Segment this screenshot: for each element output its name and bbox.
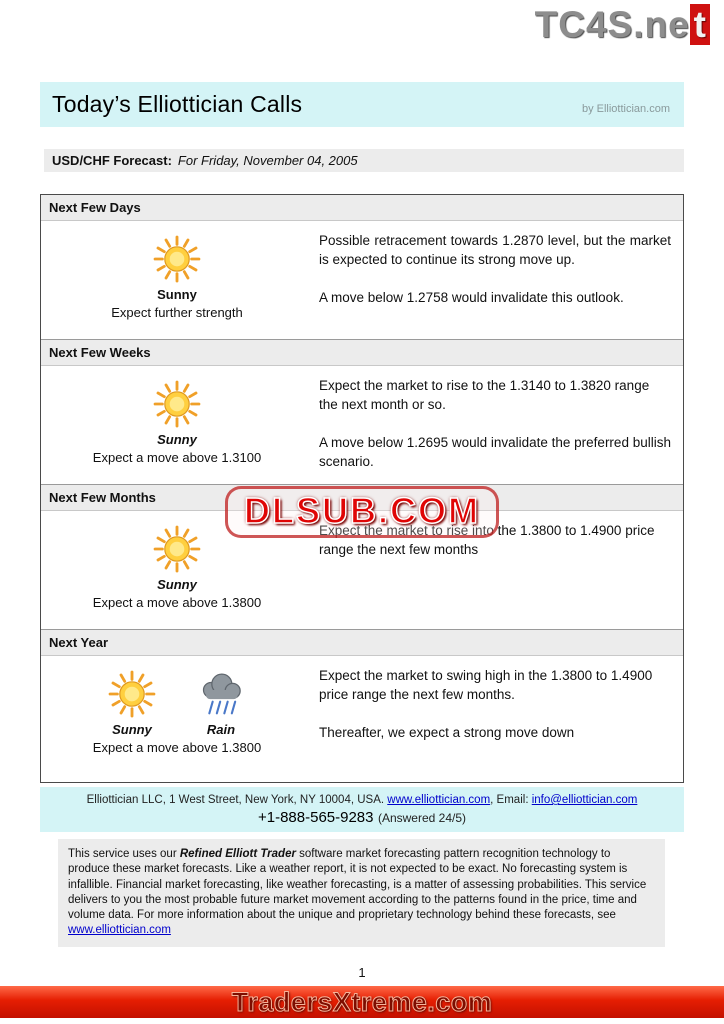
expectation-text: Expect a move above 1.3800	[92, 595, 262, 610]
tc4s-logo	[0, 0, 724, 48]
tc4s-logo-accent: t	[690, 4, 710, 45]
contact-address: Elliottician LLC, 1 West Street, New York, NY 10004, USA.	[86, 794, 388, 806]
sun-icon	[151, 378, 203, 430]
weather-label: Sunny	[157, 432, 197, 447]
weather-label: Sunny	[157, 287, 197, 302]
forecast-text	[313, 229, 683, 339]
bottom-banner	[0, 986, 724, 1018]
bottom-banner-text: TradersXtreme.com	[231, 986, 493, 1017]
forecast-text	[313, 664, 683, 768]
tc4s-logo-text: TC4S.ne	[534, 4, 690, 45]
section-header: Next Few Months	[41, 485, 683, 511]
weather-label: Sunny	[157, 577, 197, 592]
disclaimer-link[interactable]: www.elliottician.com	[68, 924, 171, 937]
phone-note: (Answered 24/5)	[377, 811, 466, 825]
website-link[interactable]: www.elliottician.com	[387, 794, 491, 806]
email-label: , Email:	[490, 794, 532, 806]
weather-label: Rain	[206, 722, 236, 737]
forecast-bar	[44, 149, 684, 172]
page-number: 1	[358, 964, 366, 980]
page-title: Today’s Elliottician Calls	[52, 91, 303, 117]
report-header	[40, 82, 684, 127]
section-header: Next Few Weeks	[41, 340, 683, 366]
dlsub-watermark: DLSUB.COM	[225, 486, 499, 538]
forecast-paragraph: Expect the market to rise into the 1.3800 to 1.4900 price range the next few months	[319, 523, 655, 558]
product-name: Refined Elliott Trader	[179, 848, 296, 860]
weather-column	[41, 374, 313, 484]
contact-phone-line	[46, 809, 678, 827]
section-next-few-weeks	[41, 339, 683, 484]
forecast-paragraph: Expect the market to swing high in the 1.3800 to 1.4900 price range the next few months.	[319, 668, 653, 703]
contact-bar	[40, 787, 684, 832]
disclaimer-box	[58, 839, 665, 947]
section-header: Next Few Days	[41, 195, 683, 221]
disclaimer-text: This service uses our	[68, 848, 180, 860]
forecast-date: For Friday, November 04, 2005	[177, 153, 358, 168]
forecast-paragraph: Possible retracement towards 1.2870 level, but the market is expected to continue its strong move up.	[319, 233, 671, 268]
section-next-year	[41, 629, 683, 768]
byline: by Elliottician.com	[581, 103, 670, 115]
forecast-paragraph: Expect the market to rise to the 1.3140 to 1.3820 range the next month or so.	[319, 378, 650, 413]
forecast-label: USD/CHF Forecast:	[52, 153, 172, 168]
rain-cloud-icon	[194, 670, 248, 720]
sun-icon	[151, 523, 203, 575]
sun-icon	[151, 233, 203, 285]
weather-column	[41, 229, 313, 339]
phone-number: +1-888-565-9283	[257, 809, 374, 826]
forecast-paragraph: Thereafter, we expect a strong move down	[319, 725, 575, 741]
forecast-paragraph: A move below 1.2695 would invalidate the preferred bullish scenario.	[319, 435, 671, 470]
weather-label: Sunny	[112, 722, 152, 737]
forecast-text	[313, 374, 683, 484]
sun-icon	[106, 668, 158, 720]
expectation-text: Expect a move above 1.3800	[92, 740, 262, 755]
expectation-text: Expect a move above 1.3100	[92, 450, 262, 465]
disclaimer-text: software market forecasting pattern recognition technology to produce these market forecasts. Like a weather report, it is not expected to be exact. No forecasting system is infallible. Financial market forecasting, like weather forecasting, is a matter of assessing probabilities. This service delivers to you the most probable future market movement according to the patterns found in the price, time and volume data. For more information about the unique and proprietary technology behind these forecasts, see	[68, 848, 647, 922]
table-spacer	[41, 768, 683, 782]
section-header: Next Year	[41, 630, 683, 656]
weather-column	[41, 664, 313, 768]
email-link[interactable]: info@elliottician.com	[531, 794, 638, 806]
contact-address-line	[46, 794, 678, 806]
section-next-few-days	[41, 195, 683, 339]
expectation-text: Expect further strength	[111, 305, 243, 320]
forecast-paragraph: A move below 1.2758 would invalidate this outlook.	[319, 290, 624, 306]
